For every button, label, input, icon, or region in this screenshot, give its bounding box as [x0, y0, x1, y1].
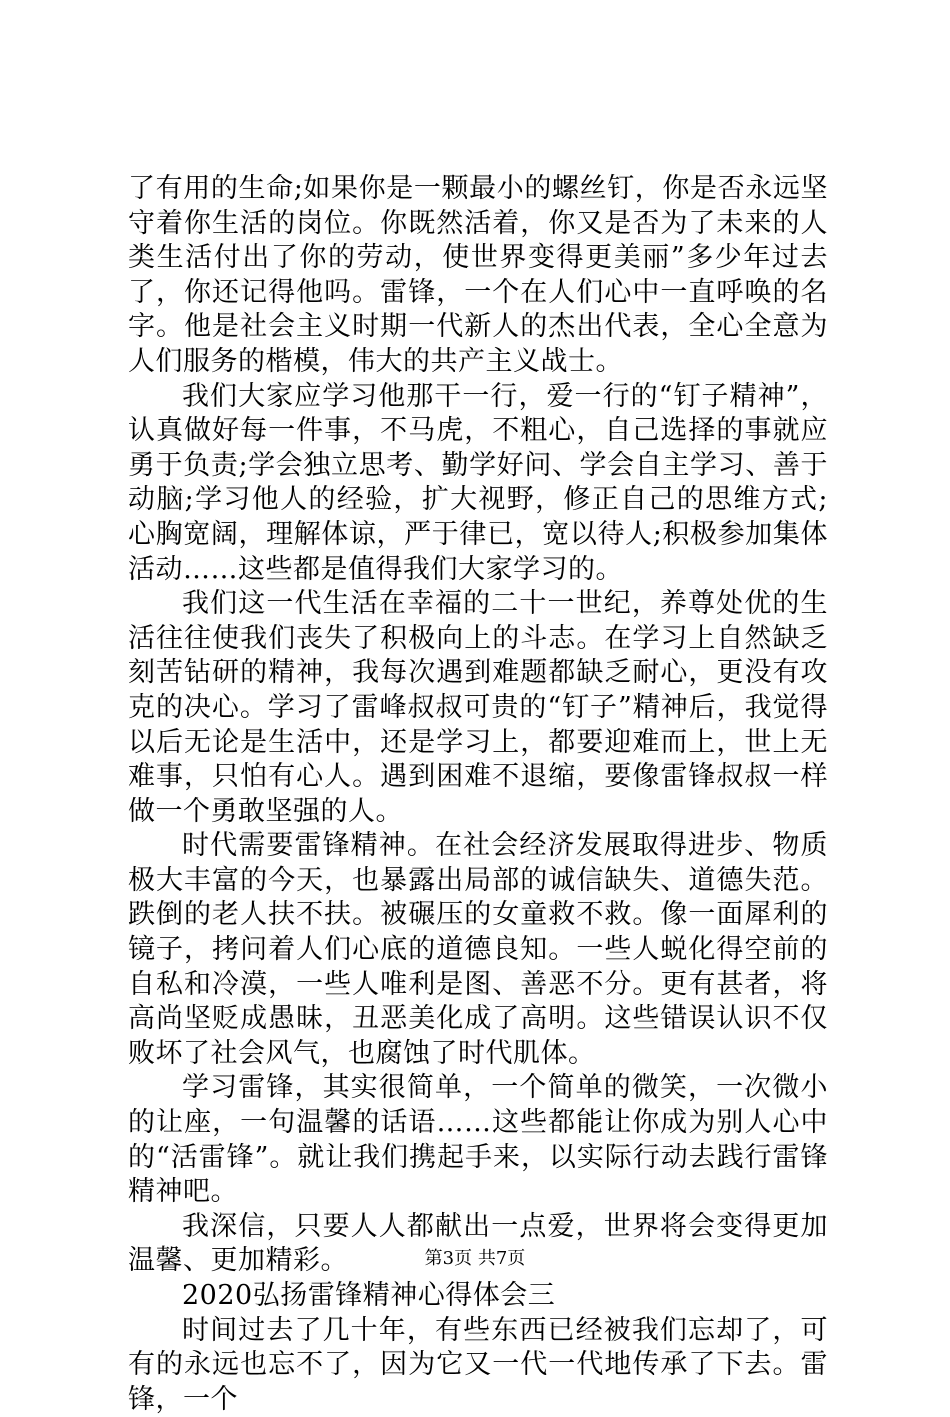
page-number-label: 第3页 共7页 — [424, 1248, 526, 1269]
paragraph-2: 我们大家应学习他那干一行，爱一行的“钉子精神”，认真做好每一件事，不马虎，不粗心，自己选择的事就应勇于负责;学会独立思考、勤学好问、学会自主学习、善于动脑;学习他人的经验，扩大视野，修正自己的思维方式;心胸宽阔，理解体谅，严于律已，宽以待人;积极参加集体活动……这些都是值得我们大家学习的。 — [128, 380, 828, 585]
section-heading: 2020弘扬雷锋精神心得体会三 — [182, 1280, 556, 1311]
paragraph-3: 我们这一代生活在幸福的二十一世纪，养尊处优的生活往往使我们丧失了积极向上的斗志。在学习上自然缺乏刻苦钻研的精神，我每次遇到难题都缺乏耐心，更没有攻克的决心。学习了雷峰叔叔可贵的“钉子”精神后，我觉得以后无论是生活中，还是学习上，都要迎难而上，世上无难事，只怕有心人。遇到困难不退缩，要像雷锋叔叔一样做一个勇敢坚强的人。 — [128, 588, 828, 827]
page-footer — [0, 1244, 950, 1270]
paragraph-1: 了有用的生命;如果你是一颗最小的螺丝钉，你是否永远坚守着你生活的岗位。你既然活着，你又是否为了未来的人类生活付出了你的劳动，使世界变得更美丽”多少年过去了，你还记得他吗。雷锋，一个在人们心中一直呼唤的名字。他是社会主义时期一代新人的杰出代表，全心全意为人们服务的楷模，伟大的共产主义战士。 — [128, 173, 828, 377]
paragraph-6: 我深信，只要人人都献出一点爱，世界将会变得更加温馨、更加精彩。 — [128, 1210, 828, 1277]
paragraph-4: 时代需要雷锋精神。在社会经济发展取得进步、物质极大丰富的今天，也暴露出局部的诚信缺失、道德失范。跌倒的老人扶不扶。被碾压的女童救不救。像一面犀利的镜子，拷问着人们心底的道德良知。一些人蜕化得空前的自私和冷漠，一些人唯利是图、善恶不分。更有甚者，将高尚坚贬成愚昧，丑恶美化成了高明。这些错误认识不仅败坏了社会风气，也腐蚀了时代肌体。 — [128, 830, 828, 1069]
paragraph-5: 学习雷锋，其实很简单，一个简单的微笑，一次微小的让座，一句温馨的话语……这些都能让你成为别人心中的“活雷锋”。就让我们携起手来，以实际行动去践行雷锋精神吧。 — [128, 1072, 828, 1208]
paragraph-7: 时间过去了几十年，有些东西已经被我们忘却了，可有的永远也忘不了，因为它又一代一代地传承了下去。雷锋，一个 — [128, 1314, 828, 1415]
document-body — [128, 172, 828, 1417]
